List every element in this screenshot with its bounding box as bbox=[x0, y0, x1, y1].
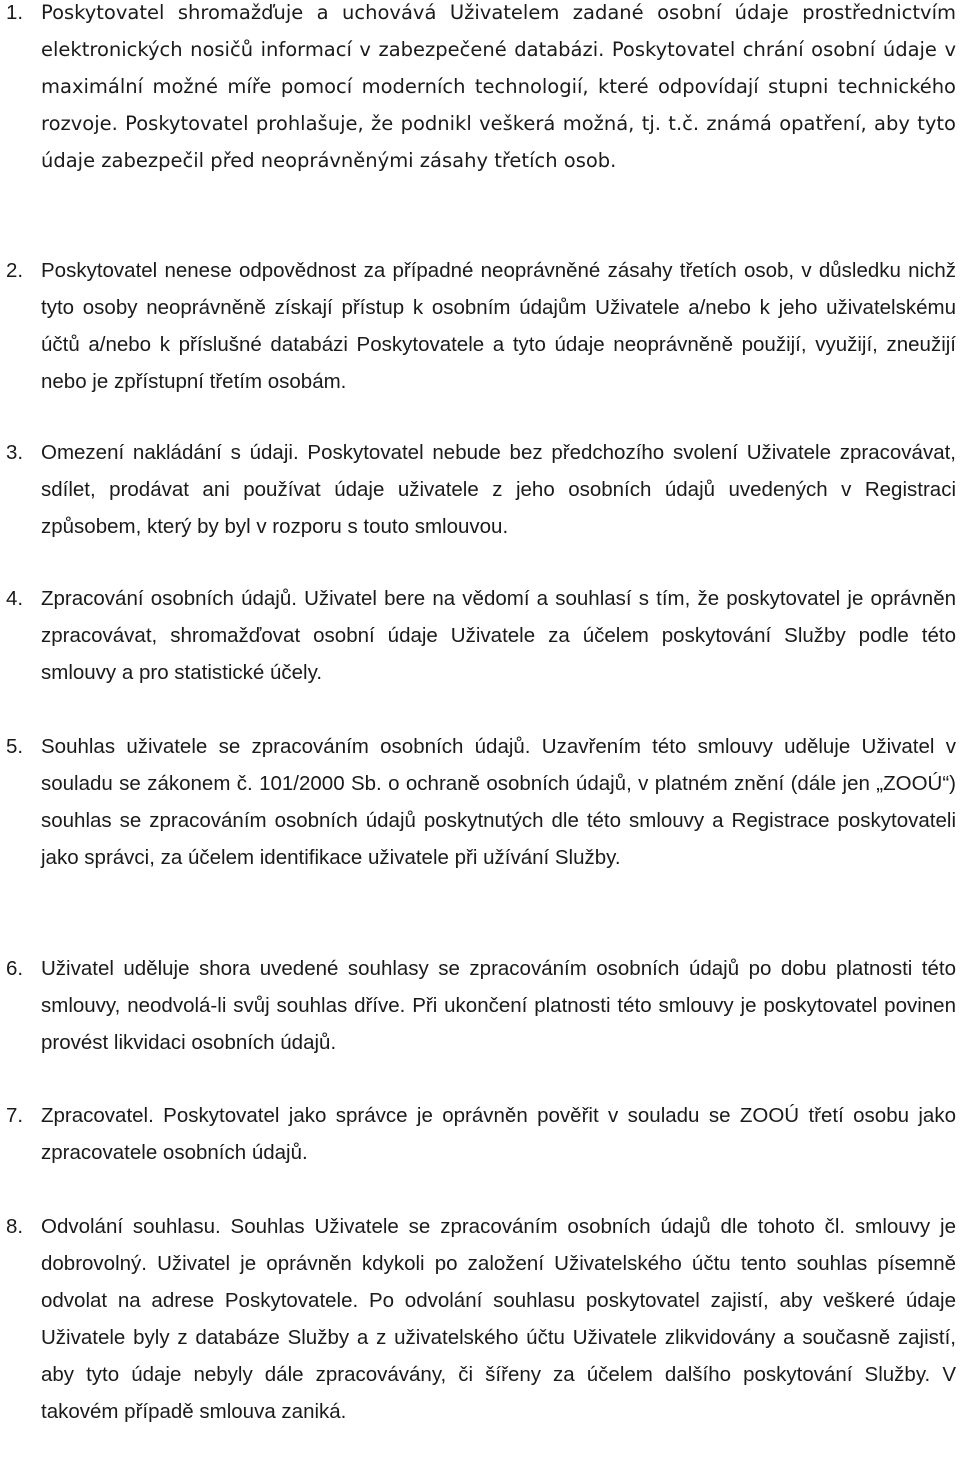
clause-text: Poskytovatel shromažďuje a uchovává Uživatelem zadané osobní údaje prostřednictvím elektronických nosičů informací v zabezpečené databázi. Poskytovatel chrání osobní údaje v maximální možné míře pomocí moderních technologií, které odpovídají stupni technického rozvoje. Poskytovatel prohlašuje, že podnikl veškerá možná, tj. t.č. známá opatření, aby tyto údaje zabezpečil před neoprávněnými zásahy třetích osob. bbox=[41, 1, 956, 172]
clause-number: 1. bbox=[6, 1, 24, 24]
clause-number: 5. bbox=[6, 735, 24, 758]
clause-number: 3. bbox=[6, 441, 24, 464]
clause-number: 7. bbox=[6, 1104, 24, 1127]
clause-text: Omezení nakládání s údaji. Poskytovatel nebude bez předchozího svolení Uživatele zpracovávat, sdílet, prodávat ani používat údaje uživatele z jeho osobních údajů uvedených v Registraci způsobem, který by byl v rozporu s touto smlouvou. bbox=[41, 441, 956, 538]
clause-text: Zpracování osobních údajů. Uživatel bere na vědomí a souhlasí s tím, že poskytovatel je oprávněn zpracovávat, shromažďovat osobní údaje Uživatele za účelem poskytování Služby podle této smlouvy a pro statistické účely. bbox=[41, 587, 956, 684]
clause-text: Poskytovatel nenese odpovědnost za případné neoprávněné zásahy třetích osob, v důsledku nichž tyto osoby neoprávněně získají přístup k osobním údajům Uživatele a/nebo k jeho uživatelskému účtů a/nebo k příslušné databázi Poskytovatele a tyto údaje neoprávněně použijí, využijí, zneužijí nebo je zpřístupní třetím osobám. bbox=[41, 259, 956, 393]
clause-text: Zpracovatel. Poskytovatel jako správce je oprávněn pověřit v souladu se ZOOÚ třetí osobu jako zpracovatele osobních údajů. bbox=[41, 1104, 956, 1164]
clause-text: Souhlas uživatele se zpracováním osobních údajů. Uzavřením této smlouvy uděluje Uživatel v souladu se zákonem č. 101/2000 Sb. o ochraně osobních údajů, v platném znění (dále jen „ZOOÚ“) souhlas se zpracováním osobních údajů poskytnutých dle této smlouvy a Registrace poskytovateli jako správci, za účelem identifikace uživatele při užívání Služby. bbox=[41, 735, 956, 869]
clause-number: 4. bbox=[6, 587, 24, 610]
clause-number: 8. bbox=[6, 1215, 24, 1238]
clause-text: Uživatel uděluje shora uvedené souhlasy se zpracováním osobních údajů po dobu platnosti této smlouvy, neodvolá-li svůj souhlas dříve. Při ukončení platnosti této smlouvy je poskytovatel povinen provést likvidaci osobních údajů. bbox=[41, 957, 956, 1054]
clause-number: 6. bbox=[6, 957, 24, 980]
clause-text: Odvolání souhlasu. Souhlas Uživatele se zpracováním osobních údajů dle tohoto čl. smlouvy je dobrovolný. Uživatel je oprávněn kdykoli po založení Uživatelského účtu tento souhlas písemně odvolat na adrese Poskytovatele. Po odvolání souhlasu poskytovatel zajistí, aby veškeré údaje Uživatele byly z databáze Služby a z uživatelského účtu Uživatele zlikvidovány a současně zajistí, aby tyto údaje nebyly dále zpracovávány, či šířeny za účelem dalšího poskytování Služby. V takovém případě smlouva zaniká. bbox=[41, 1215, 956, 1423]
clause-number: 2. bbox=[6, 259, 24, 282]
